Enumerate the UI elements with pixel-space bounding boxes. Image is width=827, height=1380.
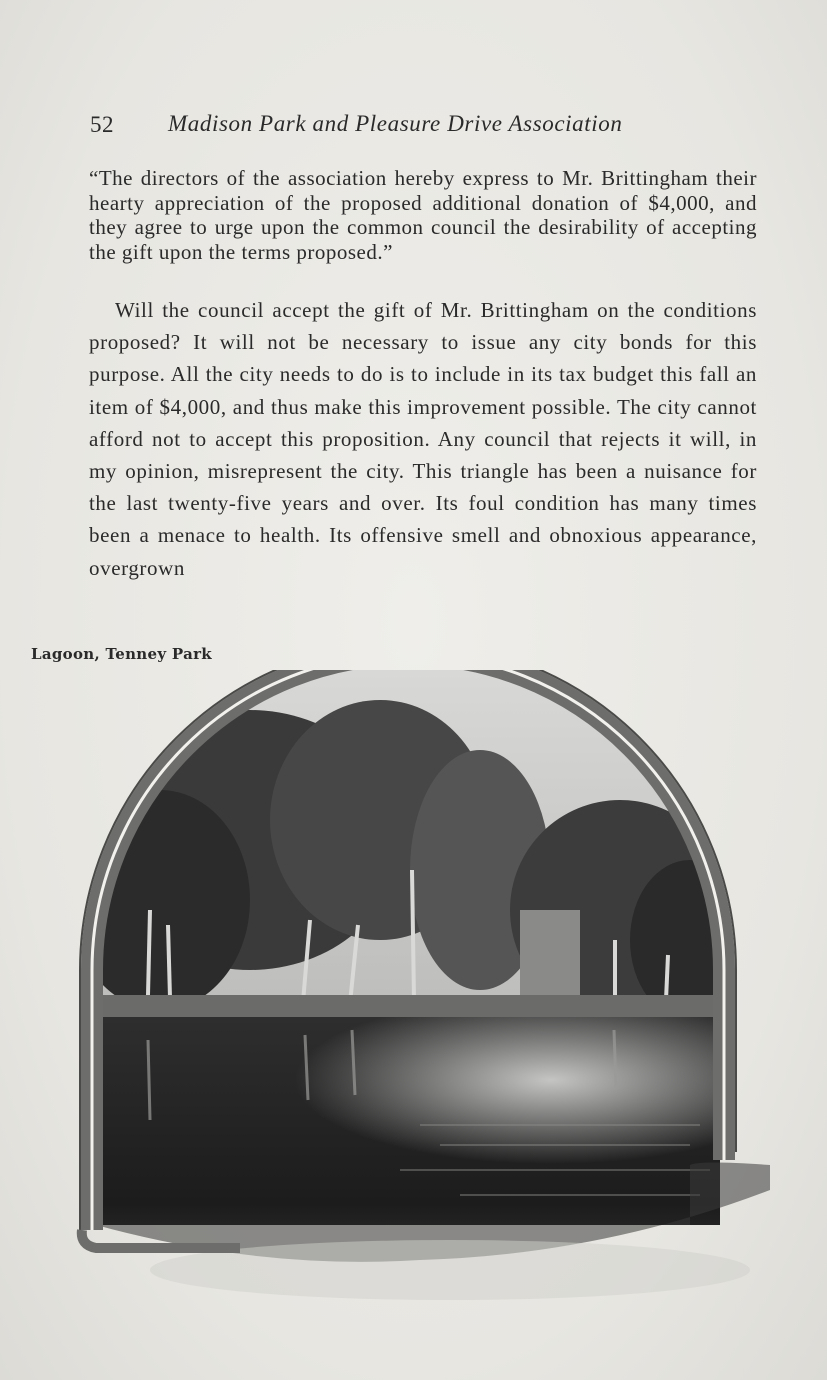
figure-caption: Lagoon, Tenney Park <box>31 645 212 663</box>
running-title: Madison Park and Pleasure Drive Association <box>168 111 623 136</box>
lagoon-photo <box>0 670 827 1350</box>
quote-paragraph: “The directors of the association hereby express to Mr. Brittingham their hearty appreciation of the proposed additional donation of $4,000, and they agree to urge upon the common council the desirability of accepting the gift upon the terms proposed.” <box>89 166 757 264</box>
body-paragraph-text: Will the council accept the gift of Mr. Brittingham on the conditions proposed? It will not be necessary to issue any city bonds for this purpose. All the city needs to do is to include in its tax budget this fall an item of $4,000, and thus make this improvement possible. The city cannot afford not to accept this proposition. Any council that rejects it will, in my opinion, misrepresent the city. This triangle has been a nuisance for the last twenty-five years and over. Its foul condition has many times been a menace to health. Its offensive smell and obnoxious appearance, overgrown <box>89 298 757 580</box>
page-number: 52 <box>90 112 114 137</box>
lagoon-photo-illustration <box>0 670 827 1350</box>
body-paragraph <box>89 294 757 584</box>
